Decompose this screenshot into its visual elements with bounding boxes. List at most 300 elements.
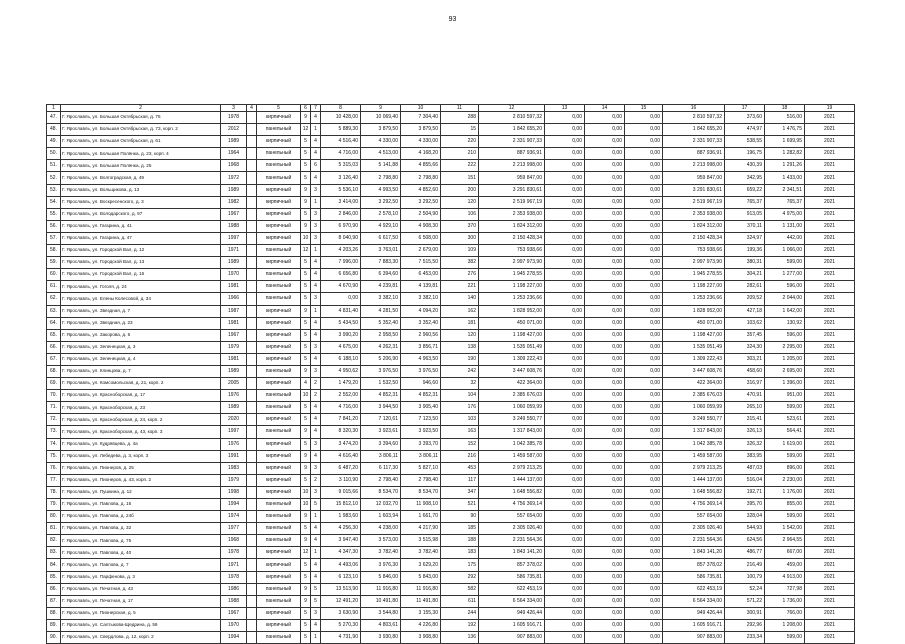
table-cell: 1 983,60 [321, 511, 361, 523]
table-cell: 907 883,00 [663, 632, 725, 644]
table-cell: 586 735,81 [479, 571, 545, 583]
table-cell: 5 270,30 [321, 619, 361, 631]
table-cell: 4 [311, 269, 321, 281]
address-cell: Г. Ярославль, ул. Пионеров, д. 25 [61, 462, 221, 474]
table-cell: 151 [441, 172, 479, 184]
table-cell: 0,00 [585, 269, 625, 281]
table-cell: 1 945 278,55 [479, 269, 545, 281]
table-cell: 79. [47, 499, 61, 511]
table-cell: панельный [257, 124, 301, 136]
table-cell: 53. [47, 184, 61, 196]
table-cell: 4 [301, 378, 311, 390]
table-cell: 200 [441, 184, 479, 196]
table-cell: 2 798,80 [361, 172, 401, 184]
table-cell: 2021 [805, 595, 855, 607]
table-cell: 857 378,02 [479, 559, 545, 571]
spacer-cell [247, 535, 257, 547]
spacer-cell [247, 269, 257, 281]
table-cell: 9 015,66 [321, 486, 361, 498]
table-cell: 2 846,00 [321, 208, 361, 220]
table-cell: 0,00 [625, 184, 663, 196]
spacer-cell [247, 450, 257, 462]
table-row [47, 329, 855, 341]
table-cell: 453 [441, 462, 479, 474]
table-cell: кирпичный [257, 450, 301, 462]
table-cell: 209,52 [725, 293, 765, 305]
table-cell: 68. [47, 365, 61, 377]
spacer-cell [247, 148, 257, 160]
table-cell: 1989 [221, 257, 247, 269]
table-cell: 2021 [805, 438, 855, 450]
table-cell: 2 231 564,36 [479, 535, 545, 547]
table-cell: 5 [301, 257, 311, 269]
address-cell: Г. Ярославль, ул. Елены Колесовой, д. 34 [61, 293, 221, 305]
table-cell: 0,00 [585, 208, 625, 220]
table-cell: 5 [301, 160, 311, 172]
table-row [47, 523, 855, 535]
table-cell: 2021 [805, 317, 855, 329]
table-cell: 6 508,00 [401, 232, 441, 244]
table-cell: 1976 [221, 438, 247, 450]
table-cell: 3 [311, 341, 321, 353]
spacer-cell [247, 136, 257, 148]
column-number-cell: 7 [311, 105, 321, 112]
table-cell: 1967 [221, 329, 247, 341]
column-number-cell: 6 [301, 105, 311, 112]
table-cell: 120 [441, 196, 479, 208]
table-cell: 0,00 [625, 414, 663, 426]
table-cell: 2 331 907,33 [663, 136, 725, 148]
table-cell: 5 [301, 353, 311, 365]
table-cell: 3 [311, 486, 321, 498]
table-cell: 2021 [805, 535, 855, 547]
address-cell: Г. Ярославль, ул. Красноборская, д. 17 [61, 390, 221, 402]
table-cell: 0,00 [545, 245, 585, 257]
table-cell: 2021 [805, 462, 855, 474]
table-cell: 52. [47, 172, 61, 184]
spacer-cell [247, 462, 257, 474]
table-cell: 571,22 [725, 595, 765, 607]
column-number-cell: 9 [361, 105, 401, 112]
table-cell: 12 [301, 547, 311, 559]
table-cell: 2021 [805, 257, 855, 269]
table-cell: 66. [47, 341, 61, 353]
table-cell: 163 [441, 426, 479, 438]
table-cell: 622 453,19 [663, 583, 725, 595]
table-cell: 3 249 550,77 [663, 414, 725, 426]
address-cell: Г. Ярославль, ул. Павлова, д. 32 [61, 523, 221, 535]
address-cell: Г. Ярославль, ул. Красноборская, д. 24, корп. 2 [61, 414, 221, 426]
table-cell: 4 908,30 [401, 220, 441, 232]
table-cell: 4 716,00 [321, 402, 361, 414]
table-cell: 71. [47, 402, 61, 414]
table-cell: 2 578,10 [361, 208, 401, 220]
table-cell: 1 [311, 196, 321, 208]
table-cell: 1 060 059,99 [663, 402, 725, 414]
table-cell: 5 [301, 619, 311, 631]
table-cell: 0,00 [545, 232, 585, 244]
table-cell: 0,00 [585, 595, 625, 607]
table-cell: 896,00 [765, 462, 805, 474]
table-cell: 3 944,50 [361, 402, 401, 414]
table-cell: 1 736,00 [765, 595, 805, 607]
table-cell: 2 958,50 [361, 329, 401, 341]
table-cell: 422 364,00 [479, 378, 545, 390]
table-cell: 10 [301, 499, 311, 511]
table-cell: кирпичный [257, 329, 301, 341]
address-cell: Г. Ярославль, ул. Воскресенского, д. 3 [61, 196, 221, 208]
table-cell: 4 217,90 [401, 523, 441, 535]
table-cell: 265,10 [725, 402, 765, 414]
table-row [47, 378, 855, 390]
table-cell: 0,00 [585, 390, 625, 402]
table-cell: 0,00 [625, 486, 663, 498]
column-number-cell: 4 [247, 105, 257, 112]
address-cell: Г. Ярославль, ул. Большая Полянка, д. 25 [61, 160, 221, 172]
table-cell: 0,00 [545, 402, 585, 414]
table-cell: 1991 [221, 450, 247, 462]
table-cell: панельный [257, 281, 301, 293]
table-row [47, 281, 855, 293]
table-cell: 1978 [221, 571, 247, 583]
spacer-cell [247, 523, 257, 535]
table-cell: 5 [301, 607, 311, 619]
table-cell: 1977 [221, 523, 247, 535]
table-cell: 0,00 [545, 208, 585, 220]
table-row [47, 341, 855, 353]
table-cell: 5 [301, 172, 311, 184]
table-cell: 766,00 [765, 607, 805, 619]
table-cell: 1 444 137,00 [663, 474, 725, 486]
table-cell: 3 [311, 220, 321, 232]
table-cell: 6 656,80 [321, 269, 361, 281]
table-row [47, 547, 855, 559]
table-cell: 1 042 385,78 [479, 438, 545, 450]
table-cell: 4 963,50 [401, 353, 441, 365]
table-cell: кирпичный [257, 341, 301, 353]
table-cell: 4 239,81 [361, 281, 401, 293]
table-cell: 77. [47, 474, 61, 486]
spacer-cell [247, 196, 257, 208]
table-cell: 0,00 [585, 414, 625, 426]
table-cell: 2021 [805, 245, 855, 257]
table-cell: 2021 [805, 329, 855, 341]
table-cell: 192 [441, 619, 479, 631]
spacer-cell [247, 547, 257, 559]
table-cell: 64. [47, 317, 61, 329]
table-cell: 4 [311, 317, 321, 329]
table-cell: 210 [441, 148, 479, 160]
table-cell: 3 249 550,77 [479, 414, 545, 426]
table-cell: 140 [441, 293, 479, 305]
table-cell: 422 364,00 [663, 378, 725, 390]
column-number-cell: 17 [725, 105, 765, 112]
table-cell: 0,00 [545, 184, 585, 196]
table-cell: 2 810 597,32 [663, 112, 725, 124]
table-cell: 0,00 [625, 220, 663, 232]
table-cell: панельный [257, 390, 301, 402]
table-cell: панельный [257, 148, 301, 160]
table-cell: 85. [47, 571, 61, 583]
table-cell: 185 [441, 523, 479, 535]
table-cell: 3 782,40 [401, 547, 441, 559]
table-cell: 4 [311, 148, 321, 160]
table-cell: 4 670,90 [321, 281, 361, 293]
table-cell: 0,00 [585, 124, 625, 136]
table-cell: 4 203,26 [321, 245, 361, 257]
table-cell: 0,00 [585, 184, 625, 196]
table-cell: 13 513,90 [321, 583, 361, 595]
table-cell: 304,21 [725, 269, 765, 281]
table-cell: 3 [311, 438, 321, 450]
table-cell: 0,00 [585, 172, 625, 184]
table-cell: 611 [441, 595, 479, 607]
spacer-cell [247, 353, 257, 365]
table-cell: 1 060 059,99 [479, 402, 545, 414]
table-cell: 1 542,00 [765, 523, 805, 535]
table-cell: 1981 [221, 353, 247, 365]
table-cell: 4 950,62 [321, 365, 361, 377]
table-cell: 3 976,50 [361, 365, 401, 377]
table-cell: 120 [441, 329, 479, 341]
spacer-cell [247, 438, 257, 450]
table-cell: 0,00 [545, 450, 585, 462]
table-cell: 1 843 141,20 [663, 547, 725, 559]
table-cell: 5 [301, 341, 311, 353]
table-cell: 0,00 [585, 511, 625, 523]
table-cell: 76. [47, 462, 61, 474]
table-row [47, 305, 855, 317]
table-cell: 0,00 [545, 571, 585, 583]
column-number-cell: 1 [47, 105, 61, 112]
table-row [47, 112, 855, 124]
table-cell: 0,00 [585, 486, 625, 498]
table-cell: 0,00 [545, 619, 585, 631]
table-cell: 1 824 312,00 [663, 220, 725, 232]
table-cell: 1979 [221, 474, 247, 486]
table-cell: 9 [301, 426, 311, 438]
table-cell: 3 474,20 [321, 438, 361, 450]
table-cell: 0,00 [585, 220, 625, 232]
table-cell: 1 253 236,66 [663, 293, 725, 305]
table-cell: 3 976,50 [401, 365, 441, 377]
table-cell: панельный [257, 172, 301, 184]
table-cell: 1 648 556,82 [663, 486, 725, 498]
table-cell: 2 798,40 [401, 474, 441, 486]
table-row [47, 365, 855, 377]
table-cell: 8 534,70 [401, 486, 441, 498]
table-cell: 1 824 312,00 [479, 220, 545, 232]
table-cell: 5 536,10 [321, 184, 361, 196]
table-cell: 0,00 [625, 523, 663, 535]
table-cell: 0,00 [585, 196, 625, 208]
spacer-cell [247, 245, 257, 257]
table-cell: 3 515,98 [401, 535, 441, 547]
column-number-cell: 16 [663, 105, 725, 112]
table-cell: 8 534,70 [361, 486, 401, 498]
table-cell: 0,00 [585, 499, 625, 511]
table-cell: 2 964,55 [765, 535, 805, 547]
table-cell: 4 226,80 [401, 619, 441, 631]
table-cell: 1 [311, 124, 321, 136]
table-cell: 15 812,10 [321, 499, 361, 511]
table-cell: 2 519 967,19 [663, 196, 725, 208]
table-cell: 380,31 [725, 257, 765, 269]
table-cell: 342,95 [725, 172, 765, 184]
table-cell: 0,00 [545, 293, 585, 305]
table-cell: 1 [311, 632, 321, 644]
table-cell: 949 426,44 [479, 607, 545, 619]
table-cell: 199,36 [725, 245, 765, 257]
table-cell: 0,00 [545, 462, 585, 474]
table-cell: 3 763,01 [361, 245, 401, 257]
table-cell: 0,00 [545, 414, 585, 426]
table-cell: 1970 [221, 619, 247, 631]
table-cell: 62. [47, 293, 61, 305]
table-cell: 81. [47, 523, 61, 535]
table-cell: 3 382,10 [401, 293, 441, 305]
table-cell: 4 [311, 136, 321, 148]
address-cell: Г. Ярославль, ул. Закорова, д. 6 [61, 329, 221, 341]
table-cell: панельный [257, 583, 301, 595]
table-cell: 0,00 [585, 632, 625, 644]
table-cell: 470,91 [725, 390, 765, 402]
spacer-cell [247, 160, 257, 172]
table-row [47, 257, 855, 269]
table-cell: 599,00 [765, 632, 805, 644]
table-cell: кирпичный [257, 317, 301, 329]
table-cell: 516,04 [725, 474, 765, 486]
address-cell: Г. Ярославль, ул. Большая Полянка, д. 23, корп. 4 [61, 148, 221, 160]
address-cell: Г. Ярославль, ул. Павлова, д. 16 [61, 499, 221, 511]
table-cell: 0,00 [585, 523, 625, 535]
table-cell: 3 [311, 232, 321, 244]
table-cell: 5 843,00 [401, 571, 441, 583]
table-cell: 4 [311, 329, 321, 341]
address-cell: Г. Ярославль, ул. Звездная, д. 23 [61, 317, 221, 329]
table-cell: 2 997 973,90 [663, 257, 725, 269]
address-cell: Г. Ярославль, ул. Большая Октябрьская, д. 73, корп. 2 [61, 124, 221, 136]
table-cell: 2 230,00 [765, 474, 805, 486]
table-cell: 2 504,90 [401, 208, 441, 220]
spacer-cell [247, 607, 257, 619]
table-cell: 63. [47, 305, 61, 317]
table-cell: 0,00 [545, 559, 585, 571]
table-cell: 196,75 [725, 148, 765, 160]
table-cell: 4 855,66 [401, 160, 441, 172]
table-cell: 0,00 [585, 402, 625, 414]
table-cell: 599,00 [765, 402, 805, 414]
spacer-cell [247, 378, 257, 390]
table-cell: 2 150 428,34 [663, 232, 725, 244]
table-cell: 0,00 [545, 365, 585, 377]
table-cell: 2021 [805, 547, 855, 559]
table-row [47, 220, 855, 232]
table-cell: 0,00 [545, 269, 585, 281]
table-cell: 2 044,00 [765, 293, 805, 305]
table-cell: 2 305 026,40 [663, 523, 725, 535]
table-cell: 4 [311, 523, 321, 535]
table-cell: 0,00 [585, 257, 625, 269]
table-cell: кирпичный [257, 438, 301, 450]
table-cell: 130,92 [765, 317, 805, 329]
table-cell: 1 535 051,49 [479, 341, 545, 353]
table-cell: 5 [311, 583, 321, 595]
table-cell: 4 281,50 [361, 305, 401, 317]
table-cell: 0,00 [585, 474, 625, 486]
table-cell: 0,00 [625, 571, 663, 583]
table-cell: 382 [441, 257, 479, 269]
table-cell: 1 476,75 [765, 124, 805, 136]
table-cell: 300,91 [725, 607, 765, 619]
table-cell: кирпичный [257, 305, 301, 317]
table-cell: 2021 [805, 402, 855, 414]
table-cell: 1 176,00 [765, 486, 805, 498]
table-cell: 4 [311, 571, 321, 583]
table-cell: 6 [311, 160, 321, 172]
table-cell: 0,00 [545, 136, 585, 148]
table-cell: 0,00 [585, 462, 625, 474]
table-cell: 2021 [805, 232, 855, 244]
table-cell: 0,00 [625, 341, 663, 353]
spacer-cell [247, 293, 257, 305]
table-cell: 1 277,00 [765, 269, 805, 281]
table-cell: кирпичный [257, 353, 301, 365]
table-row [47, 148, 855, 160]
table-cell: 5 [301, 148, 311, 160]
table-cell: 2021 [805, 378, 855, 390]
table-cell: 59. [47, 257, 61, 269]
table-cell: 3 414,00 [321, 196, 361, 208]
table-cell: 6 453,00 [401, 269, 441, 281]
table-cell: 1 282,82 [765, 148, 805, 160]
address-cell: Г. Ярославль, ул. Гагарина, д. 47 [61, 232, 221, 244]
table-cell: 3 806,11 [401, 450, 441, 462]
table-cell: 220 [441, 136, 479, 148]
address-cell: Г. Ярославль, ул. Печатная, д. 17 [61, 595, 221, 607]
table-cell: 1 066,00 [765, 245, 805, 257]
table-cell: 5 206,90 [361, 353, 401, 365]
table-row [47, 474, 855, 486]
table-cell: 1967 [221, 208, 247, 220]
table-cell: 2021 [805, 124, 855, 136]
table-cell: 4 616,40 [321, 450, 361, 462]
spacer-cell [247, 486, 257, 498]
table-cell: 3 544,80 [361, 607, 401, 619]
table-cell: 2 979 213,25 [663, 462, 725, 474]
table-row [47, 317, 855, 329]
table-cell: кирпичный [257, 196, 301, 208]
address-cell: Г. Ярославль, ул. Лебедева, д. 3, корп. 3 [61, 450, 221, 462]
table-cell: 1 828 952,00 [663, 305, 725, 317]
table-cell: 9 [301, 196, 311, 208]
table-cell: 67. [47, 353, 61, 365]
table-cell: 10 491,80 [361, 595, 401, 607]
spacer-cell [247, 583, 257, 595]
table-cell: 913,05 [725, 208, 765, 220]
table-row [47, 269, 855, 281]
table-cell: 10 [301, 390, 311, 402]
table-cell: 5 [301, 269, 311, 281]
table-cell: панельный [257, 632, 301, 644]
table-cell: 2021 [805, 607, 855, 619]
table-cell: 11 916,80 [361, 583, 401, 595]
table-cell: 0,00 [585, 583, 625, 595]
table-cell: 216 [441, 450, 479, 462]
table-cell: 136 [441, 632, 479, 644]
table-cell: 4 993,50 [361, 184, 401, 196]
table-cell: 1989 [221, 184, 247, 196]
